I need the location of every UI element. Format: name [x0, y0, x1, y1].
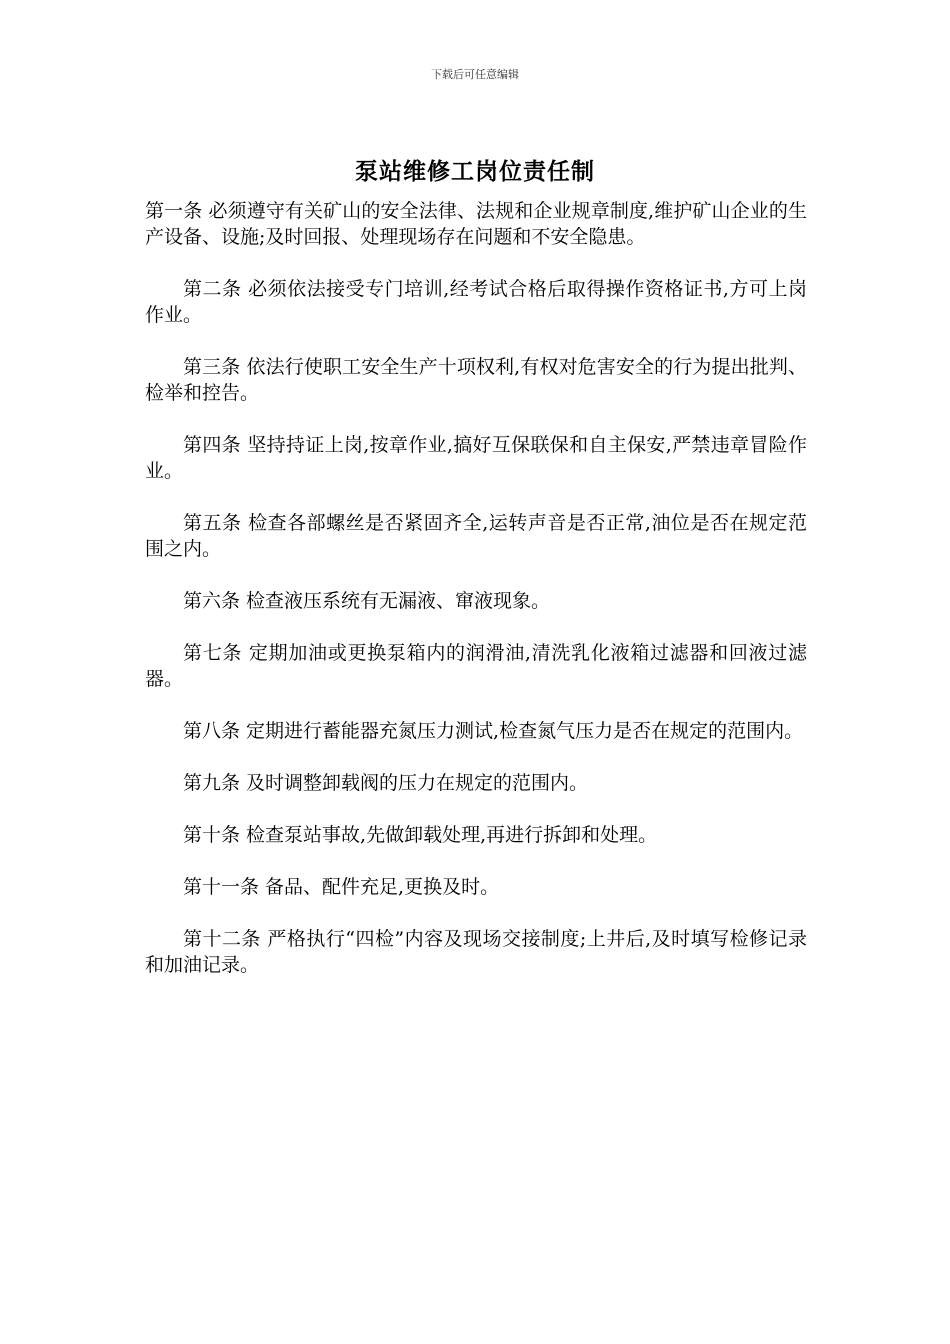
- article-6: 第六条 检查液压系统有无漏液、窜液现象。: [183, 590, 551, 612]
- article-8: 第八条 定期进行蓄能器充氮压力测试,检查氮气压力是否在规定的范围内。: [183, 720, 804, 742]
- article-9: 第九条 及时调整卸载阀的压力在规定的范围内。: [183, 772, 589, 794]
- article-3: 第三条 依法行使职工安全生产十项权利,有权对危害安全的行为提出批判、检举和控告。: [145, 356, 807, 404]
- header-note: 下载后可任意编辑: [431, 68, 519, 81]
- article-7: 第七条 定期加油或更换泵箱内的润滑油,清洗乳化液箱过滤器和回液过滤器。: [145, 642, 807, 690]
- document-title: 泵站维修工岗位责任制: [355, 158, 595, 185]
- article-2: 第二条 必须依法接受专门培训,经考试合格后取得操作资格证书,方可上岗作业。: [145, 278, 807, 326]
- article-10: 第十条 检查泵站事故,先做卸载处理,再进行拆卸和处理。: [183, 824, 658, 846]
- article-11: 第十一条 备品、配件充足,更换及时。: [183, 876, 500, 898]
- article-12: 第十二条 严格执行“四检”内容及现场交接制度;上井后,及时填写检修记录和加油记录。: [145, 928, 807, 976]
- document-body: [145, 198, 807, 1004]
- article-5: 第五条 检查各部螺丝是否紧固齐全,运转声音是否正常,油位是否在规定范围之内。: [145, 512, 807, 560]
- article-4: 第四条 坚持持证上岗,按章作业,搞好互保联保和自主保安,严禁违章冒险作业。: [145, 434, 807, 482]
- article-1: 第一条 必须遵守有关矿山的安全法律、法规和企业规章制度,维护矿山企业的生产设备、设施;及时回报、处理现场存在问题和不安全隐患。: [145, 200, 807, 248]
